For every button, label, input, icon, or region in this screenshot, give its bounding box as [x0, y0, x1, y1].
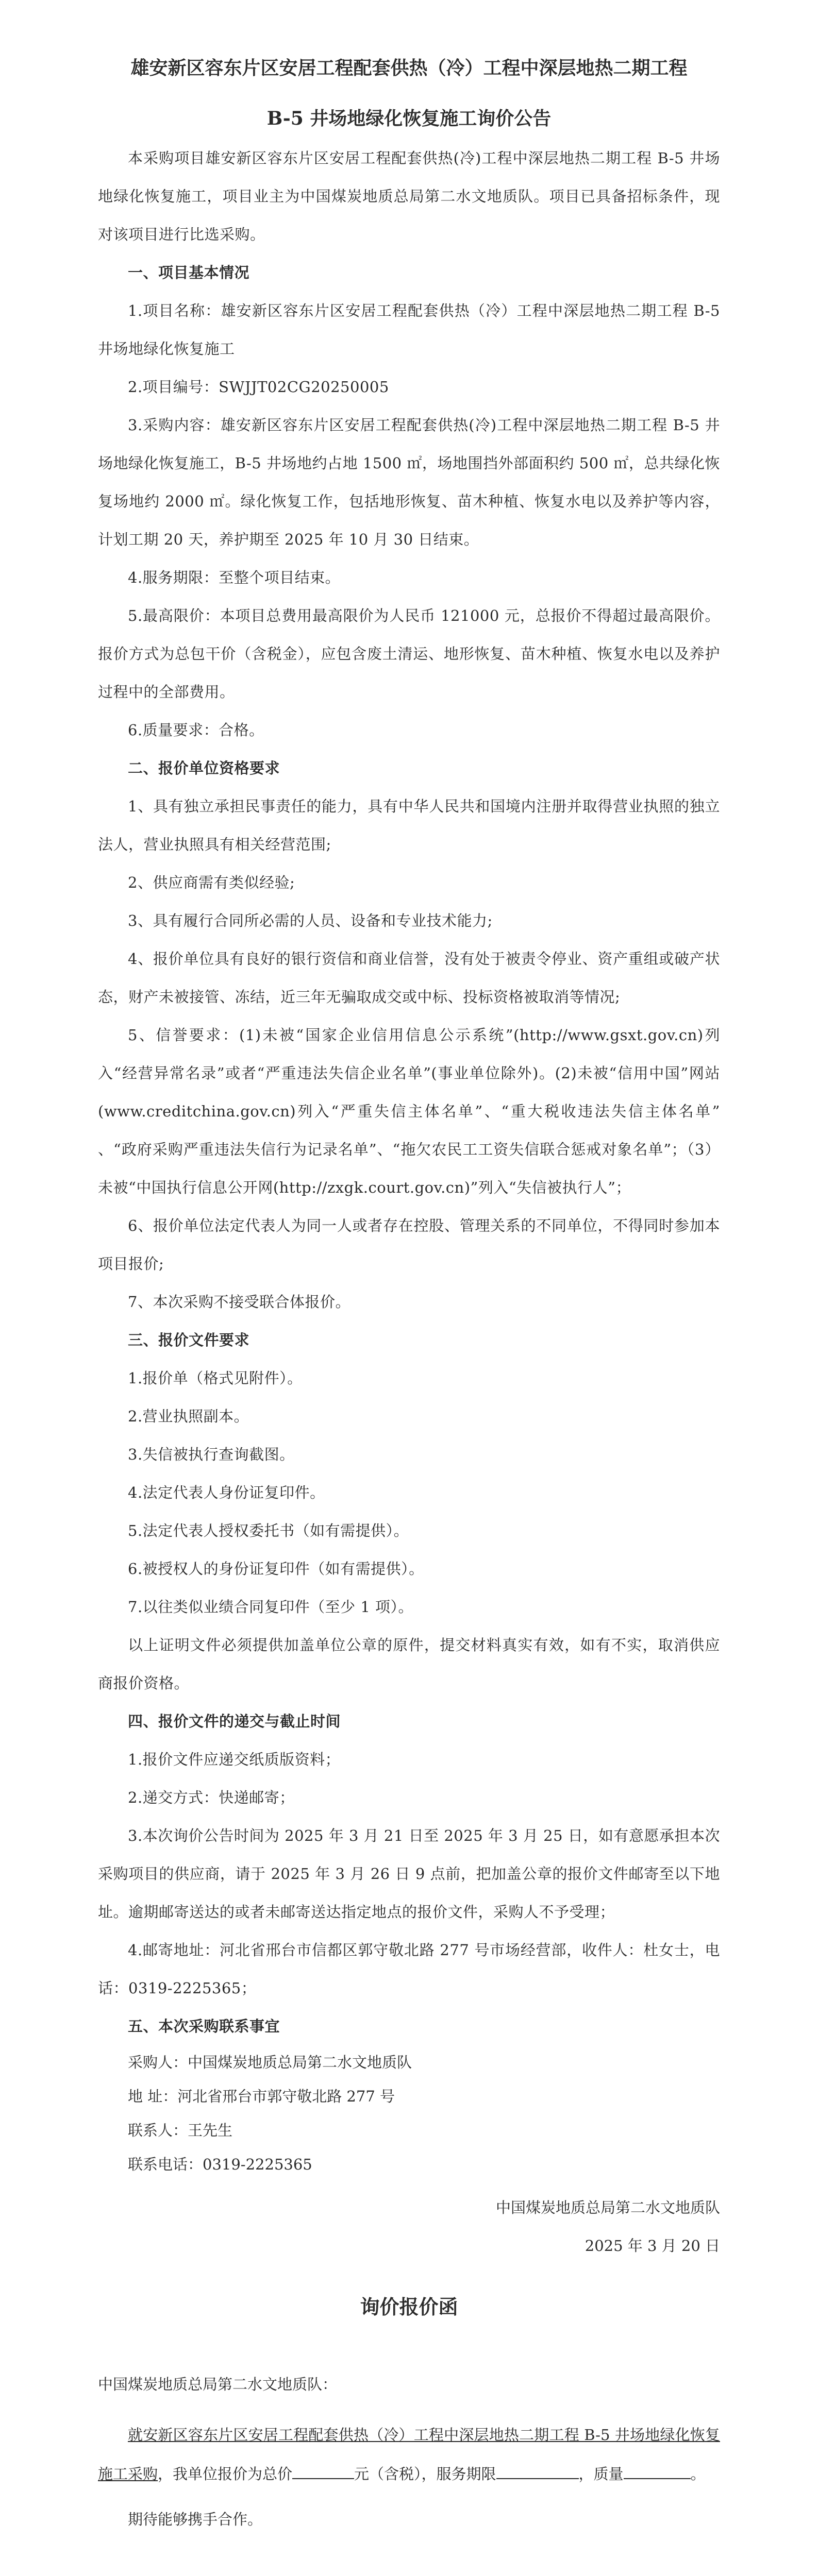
quality-blank [624, 2463, 691, 2479]
letter-text-end: 。 [690, 2465, 706, 2483]
sec3-note: 以上证明文件必须提供加盖单位公章的原件，提交材料真实有效，如有不实，取消供应商报价资格。 [98, 1636, 720, 1692]
sec4-item: 3.本次询价公告时间为 2025 年 3 月 21 日至 2025 年 3 月 25 日，如有意愿承担本次采购项目的供应商，请于 2025 年 3 月 26 日 9 点前，把加盖公章的报价文件邮寄至以下地址。逾期邮寄送达的或者未邮寄送达指定地点的报价文件，采购人不予受理； [98, 1827, 720, 1921]
signature-org: 中国煤炭地质总局第二水文地质队 [495, 2199, 720, 2216]
sec1-item: 5.最高限价：本项目总费用最高限价为人民币 121000 元，总报价不得超过最高限价。报价方式为总包干价（含税金），应包含废土清运、地形恢复、苗木种植、恢复水电以及养护过程中的全部费用。 [98, 607, 720, 701]
sec4-item: 2.递交方式：快递邮寄； [128, 1789, 295, 1806]
letter-body [98, 2415, 720, 2494]
section-heading-2: 二、报价单位资格要求 [128, 759, 280, 777]
contact-block [128, 2045, 720, 2181]
contact-person: 联系人：王先生 [128, 2122, 233, 2139]
notice-title-line1: 雄安新区容东片区安居工程配套供热（冷）工程中深层地热二期工程 [130, 57, 688, 79]
sec3-item: 6.被授权人的身份证复印件（如有需提供）。 [128, 1560, 424, 1578]
notice-title-line2: B-5 井场地绿化恢复施工询价公告 [266, 108, 552, 129]
sec2-item: 4、报价单位具有良好的银行资信和商业信誉，没有处于被责令停业、资产重组或破产状态，财产未被接管、冻结，近三年无骗取成交或中标、投标资格被取消等情况; [98, 950, 720, 1006]
sec3-item: 7.以往类似业绩合同复印件（至少 1 项）。 [128, 1598, 414, 1616]
letter-text-quality: ，质量 [578, 2465, 624, 2483]
sec1-item: 6.质量要求：合格。 [128, 721, 264, 739]
sec3-item: 3.失信被执行查询截图。 [128, 1446, 295, 1463]
contact-phone: 联系电话：0319-2225365 [128, 2156, 312, 2173]
letter-title: 询价报价函 [360, 2295, 458, 2318]
sec2-item: 6、报价单位法定代表人为同一人或者存在控股、管理关系的不同单位，不得同时参加本项目报价; [98, 1217, 720, 1273]
sec3-item: 1.报价单（格式见附件）。 [128, 1369, 303, 1387]
sec1-item: 1.项目名称：雄安新区容东片区安居工程配套供热（冷）工程中深层地热二期工程 B-5 井场地绿化恢复施工 [98, 302, 720, 358]
contact-address: 地 址：河北省邢台市郭守敬北路 277 号 [128, 2088, 395, 2105]
sec2-item: 5、信誉要求：(1)未被“国家企业信用信息公示系统”(http://www.gsxt.gov.cn)列入“经营异常名录”或者“严重违法失信企业名单”(事业单位除外)。(2)未被“信用中国”网站(www.creditchina.gov.cn)列入“严重失信主体名单”、“重大税收违法失信主体名单” 、“政府采购严重违法失信行为记录名单”、“拖欠农民工工资失信联合惩戒对象名单”；（3）未被“中国执行信息公开网(http://zxgk.court.gov.cn)”列入“失信被执行人”； [98, 1026, 720, 1196]
sec3-item: 2.营业执照副本。 [128, 1408, 249, 1425]
sec1-item: 3.采购内容：雄安新区容东片区安居工程配套供热(冷)工程中深层地热二期工程 B-5 井场地绿化恢复施工，B-5 井场地约占地 1500 ㎡，场地围挡外部面积约 500 ㎡，总共绿化恢复场地约 2000 ㎡。绿化恢复工作，包括地形恢复、苗木种植、恢复水电以及养护等内容，计划工期 20 天，养护期至 2025 年 10 月 30 日结束。 [98, 416, 720, 548]
sec4-item: 4.邮寄地址：河北省邢台市信都区郭守敬北路 277 号市场经营部，收件人：杜女士，电话：0319-2225365； [98, 1941, 720, 1997]
section-heading-1: 一、项目基本情况 [128, 264, 250, 281]
section-heading-5: 五、本次采购联系事宜 [128, 2018, 280, 2035]
notice-intro: 本采购项目雄安新区容东片区安居工程配套供热(冷)工程中深层地热二期工程 B-5 井场地绿化恢复施工，项目业主为中国煤炭地质总局第二水文地质队。项目已具备招标条件，现对该项目进行比选采购。 [98, 149, 720, 243]
letter-text-term: 元（含税），服务期限 [354, 2465, 496, 2483]
signature-date: 2025 年 3 月 20 日 [585, 2237, 720, 2255]
sec4-item: 1.报价文件应递交纸质版资料； [128, 1751, 341, 1768]
letter-closing: 期待能够携手合作。 [128, 2511, 263, 2528]
letter-project-name: 就安新区容东片区安居工程配套供热（冷）工程中深层地热二期工程 B-5 井场地绿化恢复施工采购 [98, 2426, 720, 2483]
sec2-item: 3、具有履行合同所必需的人员、设备和专业技术能力; [128, 912, 493, 929]
letter-text-price: ，我单位报价为总价 [158, 2465, 293, 2483]
section-heading-3: 三、报价文件要求 [128, 1331, 250, 1349]
section-heading-4: 四、报价文件的递交与截止时间 [128, 1713, 341, 1730]
sec3-item: 5.法定代表人授权委托书（如有需提供）。 [128, 1522, 409, 1539]
sec1-item: 2.项目编号：SWJJT02CG20250005 [128, 378, 389, 396]
sec2-item: 2、供应商需有类似经验; [128, 874, 295, 891]
letter-addressee: 中国煤炭地质总局第二水文地质队： [98, 2376, 338, 2393]
sec3-item: 4.法定代表人身份证复印件。 [128, 1484, 325, 1501]
term-blank [496, 2463, 579, 2479]
sec2-item: 7、本次采购不接受联合体报价。 [128, 1293, 350, 1311]
sec1-item: 4.服务期限：至整个项目结束。 [128, 569, 341, 586]
contact-buyer: 采购人：中国煤炭地质总局第二水文地质队 [128, 2054, 412, 2071]
price-blank [292, 2463, 354, 2479]
sec2-item: 1、具有独立承担民事责任的能力，具有中华人民共和国境内注册并取得营业执照的独立法人，营业执照具有相关经营范围; [98, 798, 720, 853]
